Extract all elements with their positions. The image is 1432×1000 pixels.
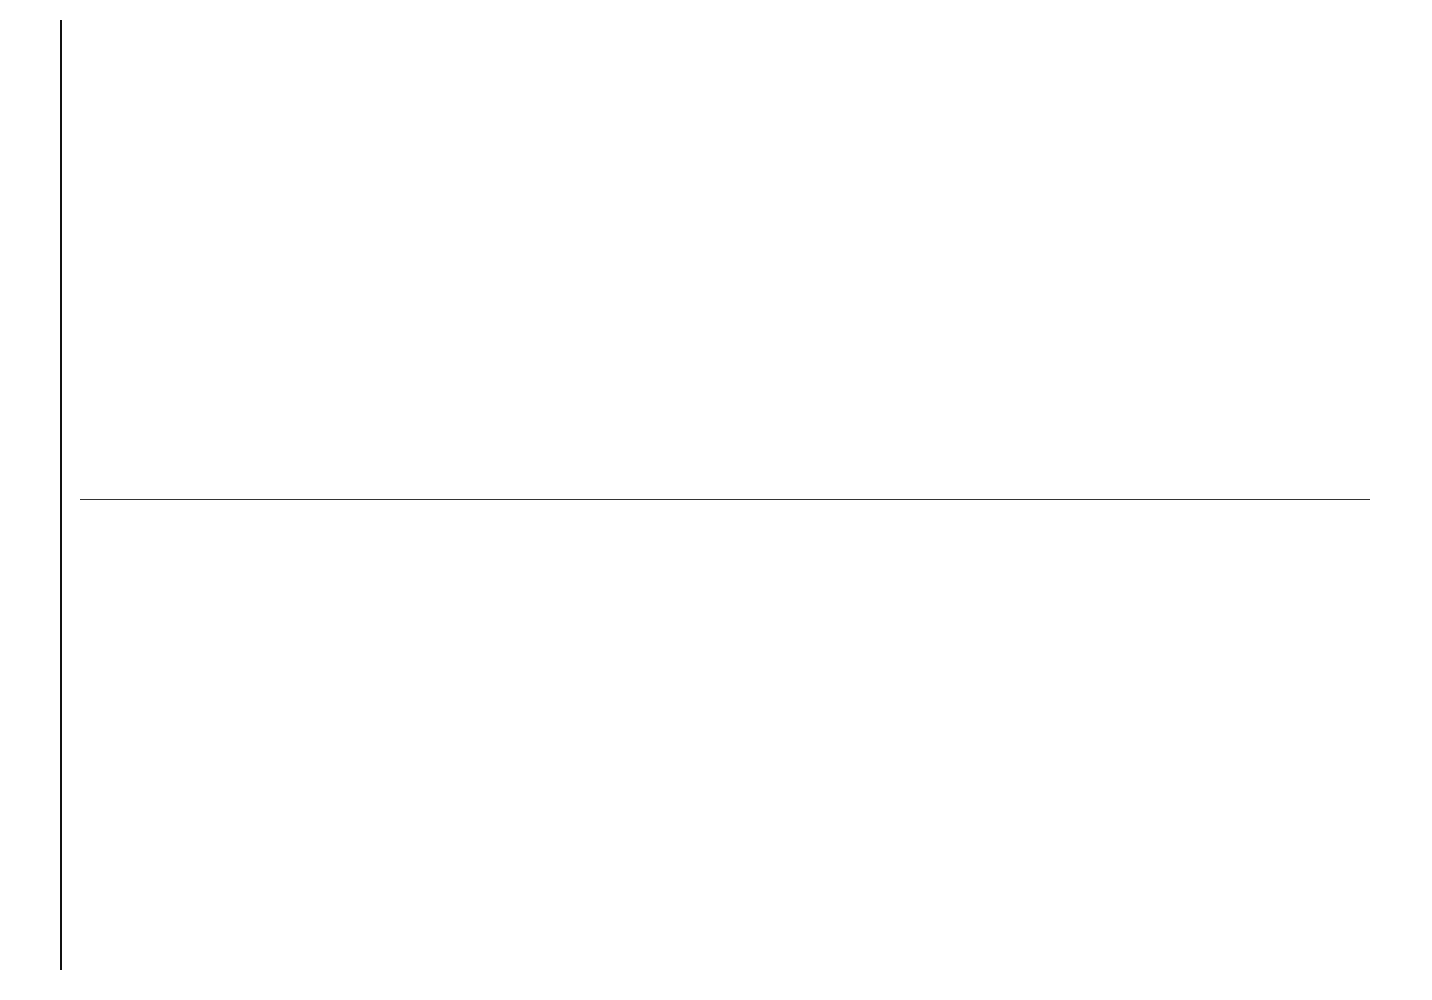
left-column [80, 515, 1370, 955]
column-divider [80, 499, 1370, 500]
page-header [30, 20, 62, 970]
right-column [80, 40, 1370, 480]
digitization-note [1408, 0, 1428, 1000]
